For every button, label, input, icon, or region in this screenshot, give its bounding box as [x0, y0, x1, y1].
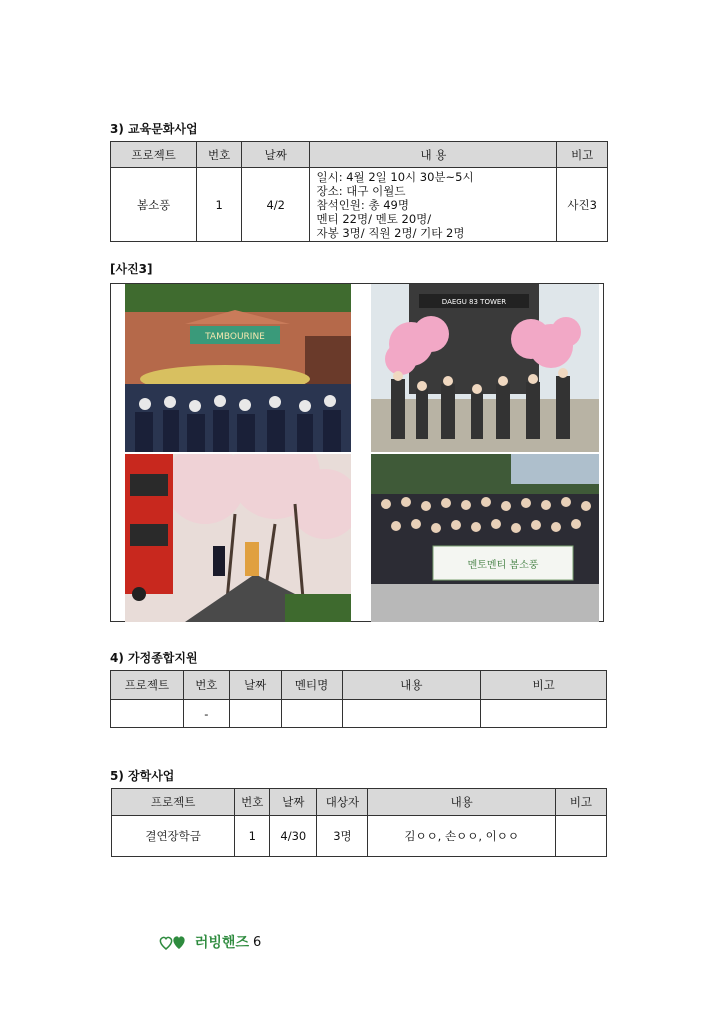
- col-header: 프로젝트: [111, 142, 197, 168]
- education-culture-table: [110, 141, 608, 242]
- content-line: 참석인원: 총 49명: [316, 197, 409, 212]
- col-header: 비고: [481, 671, 607, 700]
- col-header: 번호: [235, 789, 270, 816]
- col-header: 내용: [368, 789, 555, 816]
- col-header: 프로젝트: [111, 671, 184, 700]
- photo-cherry-path: [125, 454, 351, 622]
- col-header: 대상자: [317, 789, 368, 816]
- col-header: 프로젝트: [112, 789, 235, 816]
- brand-name: 러빙핸즈: [194, 935, 249, 951]
- content-line: 장소: 대구 이월드: [316, 183, 406, 198]
- photo-amusement-ride: [125, 284, 351, 452]
- content-line: 일시: 4월 2일 10시 30분~5시: [316, 169, 474, 184]
- cell-num: -: [183, 700, 229, 728]
- photo-group-banner: [371, 454, 599, 622]
- col-header: 날짜: [229, 671, 281, 700]
- col-header: 비고: [555, 789, 606, 816]
- photo-caption: [사진3]: [110, 262, 153, 276]
- cell-date: 4/30: [270, 816, 317, 857]
- content-line: 자봉 3명/ 직원 2명/ 기타 2명: [316, 225, 465, 240]
- cell-date: 4/2: [241, 168, 310, 242]
- section4-heading: 4) 가정종합지원: [110, 651, 198, 665]
- col-header: 번호: [197, 142, 242, 168]
- cell-mentee: [281, 700, 342, 728]
- cell-date: [229, 700, 281, 728]
- hearts-logo-icon: [158, 933, 190, 951]
- col-header: 날짜: [241, 142, 310, 168]
- col-header: 비고: [557, 142, 608, 168]
- cell-project: 결연장학금: [112, 816, 235, 857]
- section3-heading: 3) 교육문화사업: [110, 122, 198, 136]
- cell-note: [481, 700, 607, 728]
- col-header: 내용: [342, 671, 481, 700]
- content-line: 멘티 22명/ 멘토 20명/: [316, 211, 432, 226]
- col-header: 날짜: [270, 789, 317, 816]
- col-header: 번호: [183, 671, 229, 700]
- cell-num: 1: [235, 816, 270, 857]
- col-header: 멘티명: [281, 671, 342, 700]
- tambourine-sign: TAMBOURINE: [205, 332, 265, 342]
- cell-content: [342, 700, 481, 728]
- cell-content: [310, 168, 557, 242]
- cell-project: [111, 700, 184, 728]
- photo-grid: [110, 283, 604, 622]
- section5-heading: 5) 장학사업: [110, 769, 175, 783]
- cell-project: 봄소풍: [111, 168, 197, 242]
- tower-sign: DAEGU 83 TOWER: [441, 298, 507, 306]
- photo-tower-group: [371, 284, 599, 452]
- page-number: 6: [252, 934, 262, 950]
- family-support-table: [110, 670, 607, 728]
- cell-note: [555, 816, 606, 857]
- cell-content: 김ㅇㅇ, 손ㅇㅇ, 이ㅇㅇ: [368, 816, 555, 857]
- cell-recipients: 3명: [317, 816, 368, 857]
- col-header: 내 용: [310, 142, 557, 168]
- scholarship-table: [111, 788, 607, 857]
- footer: [158, 932, 261, 952]
- cell-note: 사진3: [557, 168, 608, 242]
- cell-num: 1: [197, 168, 242, 242]
- banner-text: 멘토멘티 봄소풍: [467, 560, 539, 571]
